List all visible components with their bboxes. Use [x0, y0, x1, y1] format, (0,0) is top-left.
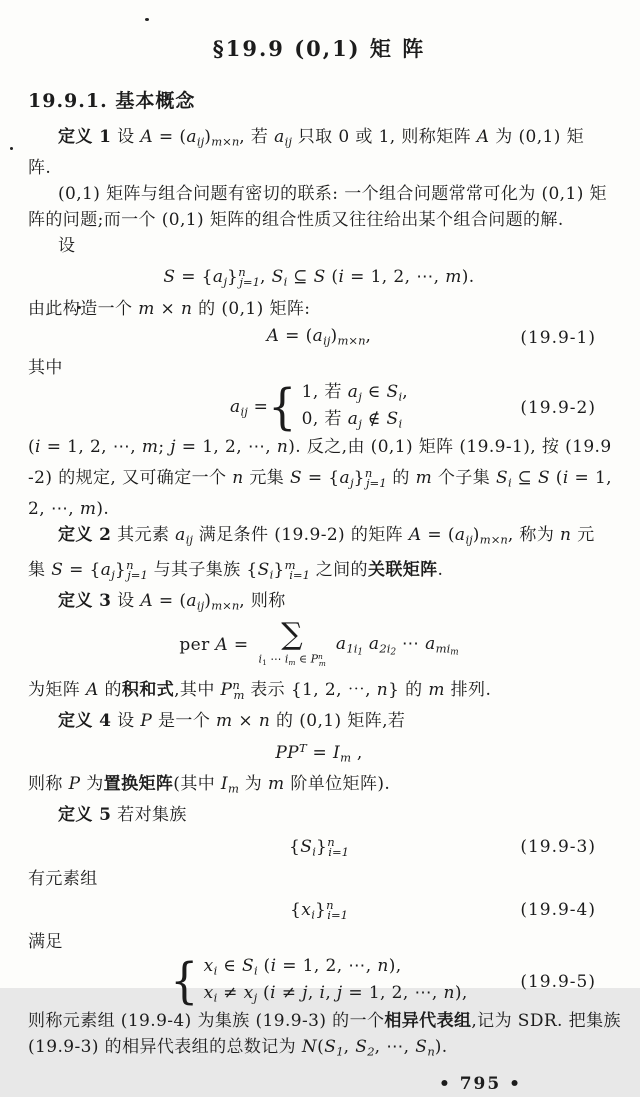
- paragraph-intro-line1: (0,1) 矩阵与组合问题有密切的联系: 一个组合问题常常可化为 (0,1) 矩: [58, 183, 607, 204]
- left-brace-glyph: {: [268, 378, 297, 436]
- paragraph-converse-line3: 2, ⋯, m).: [28, 498, 110, 519]
- cases-group: [268, 378, 408, 436]
- paragraph-def1-line2: 阵.: [28, 157, 52, 178]
- left-brace-glyph: {: [170, 953, 199, 1010]
- formula-set-definition: [28, 259, 610, 296]
- paragraph-def2-line2: 集 $S = \{a_j\}^n_{j=1}$ 与其子集族 $\{S_i\}^m_{i=1}$ 之间的关联矩阵.: [28, 558, 444, 582]
- formula-body: $S = \{a_j\}^n_{j=1}$, $S_i$ ⊆ S (i = 1, 2, ⋯, m).: [163, 265, 475, 290]
- cases-lines: [204, 955, 468, 1008]
- subsection-heading: 19.9.1. 基本概念: [28, 90, 196, 112]
- paragraph-element-group: 有元素组: [28, 868, 98, 889]
- case-line-1: 1, 若 $a_j$ ∈ $S_i$,: [301, 381, 408, 404]
- case-line-1: $x_i$ ∈ $S_i$ (i = 1, 2, ⋯, n),: [203, 955, 402, 978]
- paragraph-def4: 定义 4 设 P 是一个 m × n 的 (0,1) 矩阵,若: [58, 710, 406, 731]
- paragraph-construct: 由此构造一个 m × n 的 (0,1) 矩阵:: [28, 299, 311, 320]
- paragraph-permanent-name: 为矩阵 A 的积和式,其中 $P^n_m$ 表示 {1, 2, ⋯, n} 的 m 排列.: [28, 678, 492, 702]
- paragraph-converse-line2: -2) 的规定, 又可确定一个 n 元集 $S = \{a_j\}^n_{j=1}$ 的 m 个子集 $S_i$ ⊆ S (i = 1,: [28, 466, 612, 490]
- case-line-2: 0, 若 $a_j$ ∉ $S_i$: [301, 408, 403, 431]
- paragraph-she: 设: [58, 235, 76, 256]
- formula-body: $\{x_i\}^n_{i=1}$: [290, 898, 348, 922]
- formula-set-family: [28, 828, 610, 865]
- equation-number-19-9-2: (19.9-2): [520, 397, 596, 418]
- formula-body: $\{S_i\}^n_{i=1}$: [289, 835, 349, 859]
- formula-lhs: $a_{ij}$ =: [229, 396, 269, 419]
- case-line-2: $x_i \ne x_j$ (i ≠ j, i, j = 1, 2, ⋯, n),: [203, 982, 468, 1005]
- page-number: • 795 •: [438, 1074, 522, 1095]
- summation-limits: $i_1$ ⋯ $i_m$ ∈ $P^n_m$: [258, 652, 326, 668]
- summation-block: [258, 617, 326, 669]
- formula-element-tuple: [28, 892, 610, 929]
- paragraph-sdr-line1: 则称元素组 (19.9-4) 为集族 (19.9-3) 的一个相异代表组,记为 SDR. 把集族: [28, 1011, 621, 1032]
- paragraph-def5: 定义 5 若对集族: [58, 805, 187, 826]
- paragraph-def3: 定义 3 设 $A = (a_{ij})_{m\times n}$, 则称: [58, 590, 286, 613]
- formula-sdr-conditions: [28, 955, 610, 1008]
- equation-number-19-9-4: (19.9-4): [520, 900, 596, 921]
- formula-permutation-matrix: [28, 734, 610, 771]
- equation-number-19-9-3: (19.9-3): [520, 836, 596, 857]
- paragraph-converse-line1: (i = 1, 2, ⋯, m; j = 1, 2, ⋯, n). 反之,由 (0,1) 矩阵 (19.9-1), 按 (19.9: [28, 437, 612, 458]
- equation-number-19-9-1: (19.9-1): [520, 328, 596, 349]
- formula-matrix-A: [28, 322, 610, 355]
- section-title: §19.9 (0,1) 矩 阵: [212, 36, 426, 61]
- formula-terms: $a_{1i1}$ $a_{2i2}$ ⋯ $a_{mim}$: [335, 633, 459, 658]
- formula-aij-cases: [28, 378, 610, 436]
- paragraph-qizhong: 其中: [28, 357, 63, 378]
- formula-body: $PP^T = I_m$ ,: [275, 740, 363, 765]
- cases-group: [170, 955, 467, 1008]
- cases-lines: [302, 381, 408, 434]
- paragraph-def1-line1: 定义 1 设 $A = (a_{ij})_{m\times n}$, 若 $a_{ij}$ 只取 0 或 1, 则称矩阵 A 为 (0,1) 矩: [58, 127, 584, 149]
- equation-number-19-9-5: (19.9-5): [520, 971, 596, 992]
- formula-permanent: [28, 618, 610, 672]
- paragraph-sdr-line2: (19.9-3) 的相异代表组的总数记为 $N(S_1$, $S_2$, ⋯, $S_n$).: [28, 1037, 448, 1060]
- sigma-symbol: ∑: [281, 617, 304, 653]
- paragraph-def2-line1: 定义 2 其元素 $a_{ij}$ 满足条件 (19.9-2) 的矩阵 $A = (a_{ij})_{m\times n}$, 称为 n 元: [58, 524, 595, 547]
- formula-lhs: per A =: [179, 635, 249, 656]
- formula-body: $A = (a_{ij})_{m\times n}$,: [266, 326, 372, 348]
- paragraph-intro-line2: 阵的问题;而一个 (0,1) 矩阵的组合性质又往往给出某个组合问题的解.: [28, 209, 564, 230]
- paragraph-manzu: 满足: [28, 931, 63, 952]
- paragraph-permutation-name: 则称 P 为置换矩阵(其中 $I_m$ 为 m 阶单位矩阵).: [28, 774, 391, 797]
